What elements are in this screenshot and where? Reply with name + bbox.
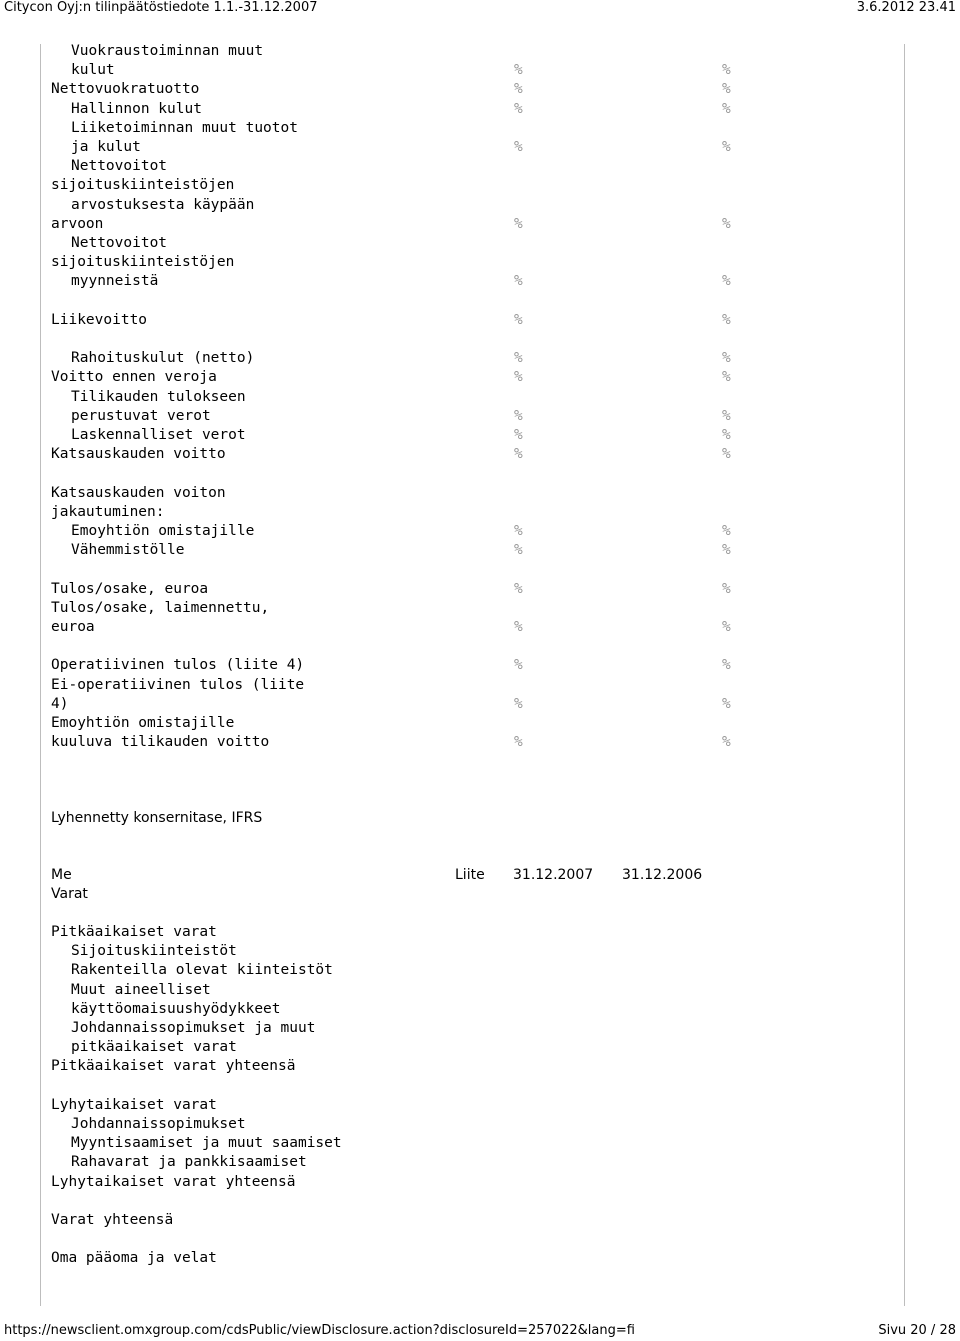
percent-sign: % bbox=[722, 215, 731, 232]
percent-sign: % bbox=[514, 580, 523, 597]
row-label: Rahoituskulut (netto) bbox=[71, 350, 255, 367]
percent-sign: % bbox=[514, 369, 523, 386]
percent-sign: % bbox=[722, 734, 731, 751]
row-label: Oma pääoma ja velat bbox=[51, 1250, 217, 1267]
row-label: Varat yhteensä bbox=[51, 1212, 174, 1228]
row-label: Muut aineelliset bbox=[71, 981, 211, 998]
row-label: Katsauskauden voiton bbox=[51, 484, 226, 501]
row-label: Myyntisaamiset ja muut saamiset bbox=[71, 1135, 342, 1152]
note-column-header: Liite bbox=[455, 867, 485, 883]
table-right-border bbox=[904, 44, 905, 1306]
percent-sign: % bbox=[722, 139, 731, 155]
percent-sign: % bbox=[722, 81, 731, 98]
row-label: Emoyhtiön omistajille bbox=[51, 715, 235, 731]
row-label: Hallinnon kulut bbox=[71, 100, 202, 117]
currency-unit-label: Me bbox=[51, 867, 72, 883]
percent-sign: % bbox=[722, 542, 731, 559]
percent-sign: % bbox=[514, 100, 523, 117]
balance-sheet-title: Lyhennetty konsernitase, IFRS bbox=[51, 810, 263, 826]
row-label: 4) bbox=[51, 695, 69, 712]
assets-heading: Varat bbox=[51, 886, 88, 902]
row-label: Tulos/osake, euroa bbox=[51, 580, 209, 597]
row-label: Nettovoitot bbox=[71, 158, 168, 175]
percent-sign: % bbox=[722, 695, 731, 712]
row-label: arvoon bbox=[51, 215, 104, 232]
row-label: Ei-operatiivinen tulos (liite bbox=[51, 676, 305, 693]
percent-sign: % bbox=[722, 350, 731, 367]
row-label: Sijoituskiinteistöt bbox=[71, 943, 237, 960]
row-label: Rakenteilla olevat kiinteistöt bbox=[71, 962, 333, 979]
row-label: Johdannaissopimukset bbox=[71, 1116, 246, 1132]
percent-sign: % bbox=[722, 657, 731, 674]
source-url: https://newsclient.omxgroup.com/cdsPublic/viewDisclosure.action?disclosureId=257022&lang=fi bbox=[4, 1323, 635, 1338]
percent-sign: % bbox=[722, 446, 731, 463]
percent-sign: % bbox=[514, 657, 523, 674]
percent-sign: % bbox=[514, 734, 523, 751]
percent-sign: % bbox=[514, 139, 523, 155]
column-header-2007: 31.12.2007 bbox=[513, 867, 594, 883]
percent-sign: % bbox=[514, 62, 523, 79]
percent-sign: % bbox=[514, 407, 523, 424]
row-label: kuuluva tilikauden voitto bbox=[51, 734, 270, 751]
row-label: euroa bbox=[51, 619, 95, 635]
page-footer bbox=[4, 1323, 956, 1339]
row-label: Nettovuokratuotto bbox=[51, 81, 200, 98]
column-header-2006: 31.12.2006 bbox=[622, 867, 703, 883]
row-label: perustuvat verot bbox=[71, 407, 211, 424]
table-left-border bbox=[40, 44, 41, 1306]
row-label: myynneistä bbox=[71, 273, 159, 290]
page-number: Sivu 20 / 28 bbox=[878, 1323, 956, 1338]
row-label: Tulos/osake, laimennettu, bbox=[51, 599, 270, 616]
row-label: Rahavarat ja pankkisaamiset bbox=[71, 1154, 307, 1171]
row-label: Lyhytaikaiset varat bbox=[51, 1096, 217, 1113]
percent-sign: % bbox=[722, 369, 731, 386]
percent-sign: % bbox=[722, 427, 731, 443]
percent-sign: % bbox=[514, 81, 523, 98]
row-label: Vuokraustoiminnan muut bbox=[71, 43, 264, 59]
percent-sign: % bbox=[722, 619, 731, 635]
row-label: Emoyhtiön omistajille bbox=[71, 523, 255, 539]
percent-sign: % bbox=[514, 542, 523, 559]
row-label: käyttöomaisuushyödykkeet bbox=[71, 1000, 281, 1017]
row-label: Johdannaissopimukset ja muut bbox=[71, 1020, 316, 1036]
row-label: jakautuminen: bbox=[51, 503, 165, 520]
percent-sign: % bbox=[514, 427, 523, 443]
row-label: Vähemmistölle bbox=[71, 542, 185, 559]
row-label: Liiketoiminnan muut tuotot bbox=[71, 119, 298, 136]
row-label: Nettovoitot bbox=[71, 235, 168, 251]
row-label: kulut bbox=[71, 62, 115, 79]
percent-sign: % bbox=[514, 446, 523, 463]
print-datetime: 3.6.2012 23.41 bbox=[856, 0, 956, 15]
row-label: Liikevoitto bbox=[51, 311, 148, 328]
percent-sign: % bbox=[514, 695, 523, 712]
percent-sign: % bbox=[722, 100, 731, 117]
percent-sign: % bbox=[722, 273, 731, 290]
row-label: pitkäaikaiset varat bbox=[71, 1039, 237, 1056]
percent-sign: % bbox=[514, 523, 523, 539]
row-label: Laskennalliset verot bbox=[71, 427, 246, 443]
percent-sign: % bbox=[722, 580, 731, 597]
document-title: Citycon Oyj:n tilinpäätöstiedote 1.1.-31.12.2007 bbox=[4, 0, 318, 15]
percent-sign: % bbox=[514, 619, 523, 635]
percent-sign: % bbox=[722, 523, 731, 539]
percent-sign: % bbox=[722, 62, 731, 79]
row-label: Katsauskauden voitto bbox=[51, 446, 226, 463]
row-label: ja kulut bbox=[71, 139, 141, 155]
row-label: sijoituskiinteistöjen bbox=[51, 177, 235, 194]
percent-sign: % bbox=[722, 311, 731, 328]
percent-sign: % bbox=[514, 273, 523, 290]
row-label: Lyhytaikaiset varat yhteensä bbox=[51, 1173, 296, 1190]
row-label: sijoituskiinteistöjen bbox=[51, 254, 235, 271]
percent-sign: % bbox=[514, 215, 523, 232]
row-label: Operatiivinen tulos (liite 4) bbox=[51, 657, 305, 674]
percent-sign: % bbox=[514, 350, 523, 367]
row-label: Tilikauden tulokseen bbox=[71, 388, 246, 405]
row-label: Pitkäaikaiset varat bbox=[51, 924, 217, 940]
page-header bbox=[4, 0, 956, 16]
percent-sign: % bbox=[722, 407, 731, 424]
percent-sign: % bbox=[514, 311, 523, 328]
row-label: arvostuksesta käypään bbox=[71, 196, 255, 213]
row-label: Pitkäaikaiset varat yhteensä bbox=[51, 1058, 296, 1075]
row-label: Voitto ennen veroja bbox=[51, 369, 217, 386]
